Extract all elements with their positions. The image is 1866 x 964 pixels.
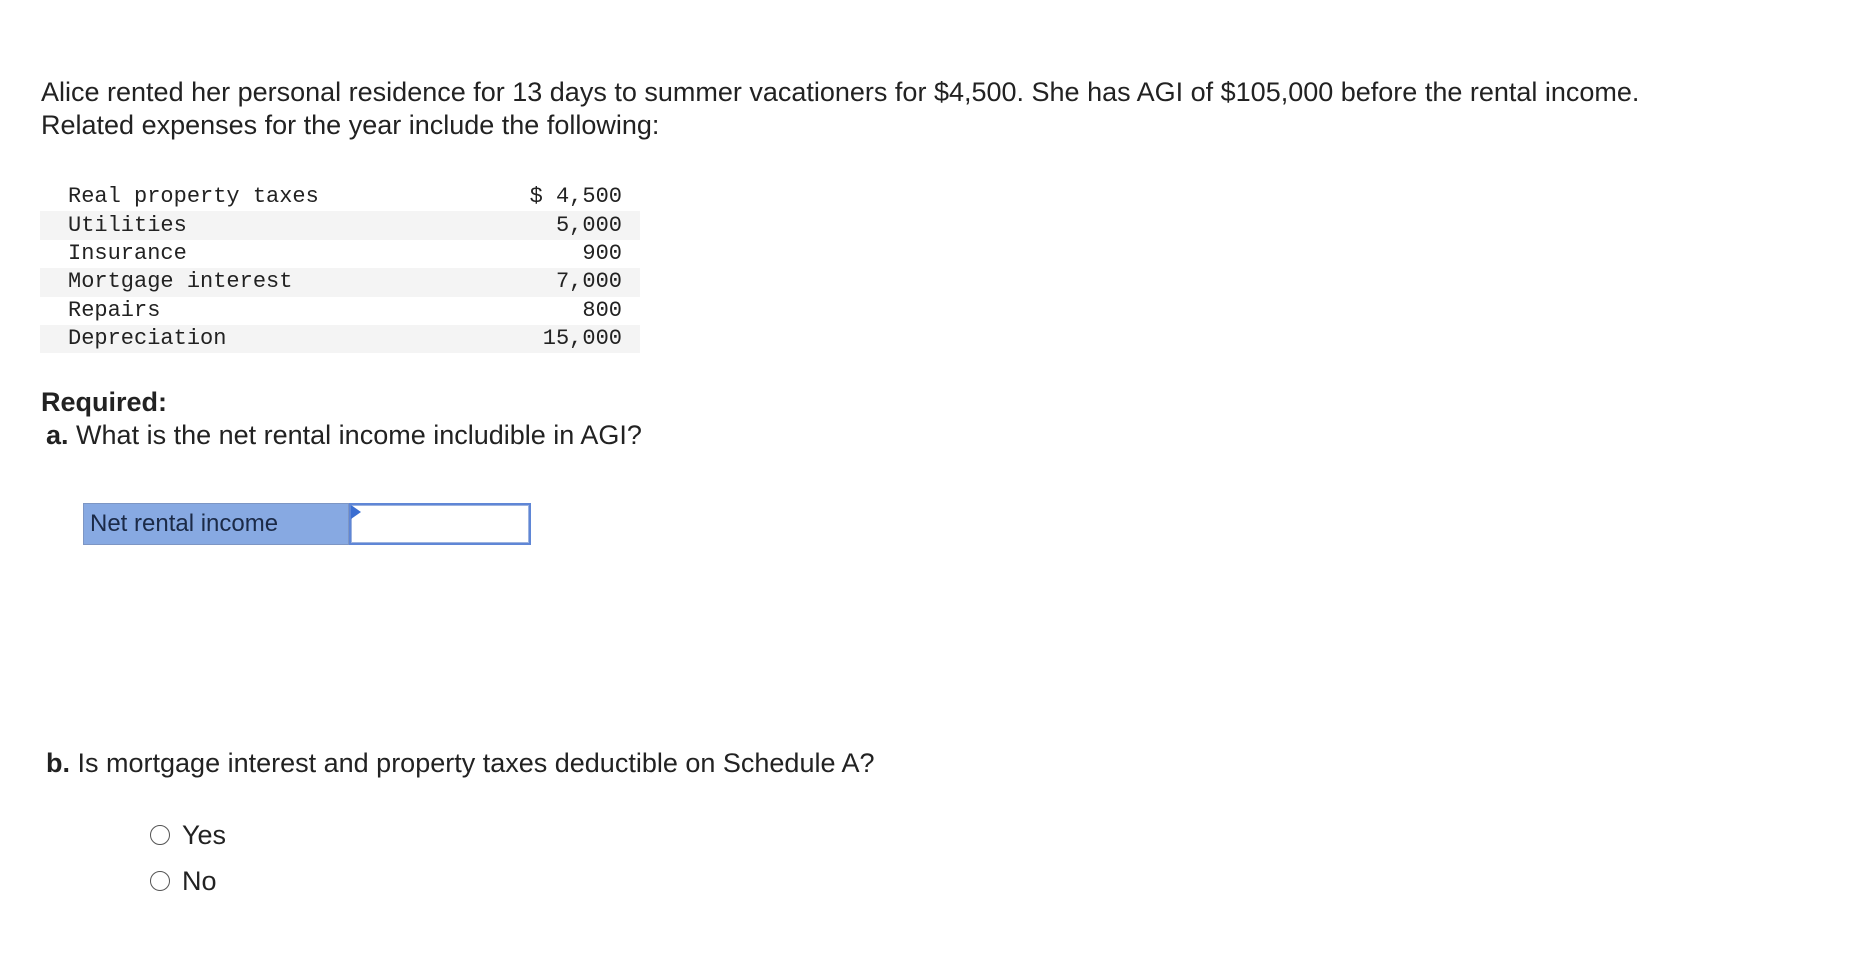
expense-label: Utilities xyxy=(40,211,470,239)
expense-label: Depreciation xyxy=(40,325,470,353)
net-rental-income-row xyxy=(83,503,531,545)
table-row xyxy=(40,325,640,353)
question-b-text: Is mortgage interest and property taxes deductible on Schedule A? xyxy=(77,748,875,778)
table-row xyxy=(40,240,640,268)
expense-amount: $ 4,500 xyxy=(529,184,622,210)
radio-button-icon[interactable] xyxy=(150,825,170,845)
question-b-letter: b. xyxy=(46,748,70,778)
option-yes[interactable] xyxy=(150,812,226,858)
expense-amount: 900 xyxy=(582,240,622,266)
required-section xyxy=(41,386,642,452)
expense-label: Mortgage interest xyxy=(40,268,470,296)
table-row xyxy=(40,297,640,325)
question-b xyxy=(46,747,875,780)
cell-flag-icon xyxy=(351,505,361,519)
expense-label: Repairs xyxy=(68,297,161,323)
required-heading: Required: xyxy=(41,387,168,417)
question-b-options xyxy=(150,812,226,904)
question-a-text: What is the net rental income includible in AGI? xyxy=(76,420,642,450)
radio-button-icon[interactable] xyxy=(150,871,170,891)
option-yes-label: Yes xyxy=(182,819,227,850)
expense-amount: 800 xyxy=(582,297,622,323)
table-row xyxy=(40,183,640,211)
table-row xyxy=(40,211,640,239)
problem-text-line-1: Alice rented her personal residence for 13 days to summer vacationers for $4,500. She has AGI of $105,000 before the rental income. xyxy=(41,77,1640,107)
option-no[interactable] xyxy=(150,858,226,904)
expense-amount: 7,000 xyxy=(470,268,640,296)
expense-label: Insurance xyxy=(68,240,187,266)
expense-table xyxy=(40,183,640,353)
question-a-letter: a. xyxy=(46,420,69,450)
net-rental-income-label: Net rental income xyxy=(83,503,349,545)
expense-label: Real property taxes xyxy=(68,184,319,210)
net-rental-income-input[interactable] xyxy=(351,505,529,543)
net-rental-income-cell[interactable] xyxy=(349,503,531,545)
option-no-label: No xyxy=(182,865,217,896)
question-a xyxy=(46,419,642,452)
table-row xyxy=(40,268,640,296)
problem-text-line-2: Related expenses for the year include the following: xyxy=(41,110,660,140)
expense-amount: 15,000 xyxy=(470,325,640,353)
problem-statement xyxy=(41,76,1821,142)
expense-amount: 5,000 xyxy=(470,211,640,239)
